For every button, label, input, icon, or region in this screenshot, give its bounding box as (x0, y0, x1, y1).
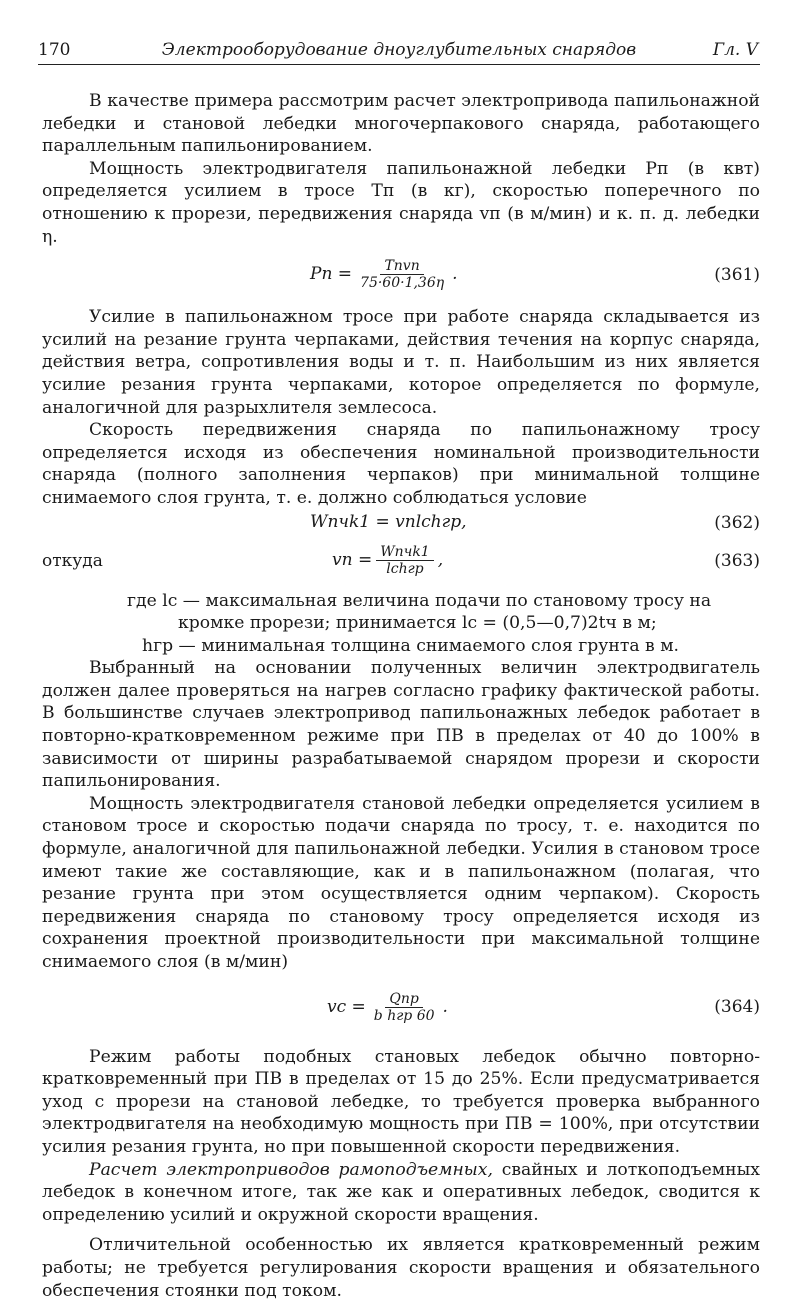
paragraph: Усилие в папильонажном тросе при работе снаряда складывается из усилий на резание грунта черпаками, действия течения на корпус снаряда, действия ветра, сопротивления воды и т. п. Наибольшим из них является усилие резания грунта черпаками, которое определяется по формуле, аналогичной для разрыхлителя землесоса. (42, 307, 760, 418)
italic-lead: Расчет электроприводов рамоподъемных, (89, 1159, 493, 1180)
fraction-numerator: Wnчk1 (376, 544, 434, 561)
fraction-numerator: Tпvп (380, 258, 423, 275)
paragraph: Скорость передвижения снаряда по папильонажному тросу определяется исходя из обеспечения номинальной производительности снаряда (полного заполнения черпаков) при минимальной толщине снимаемого слоя грунта, т. е. должно соблюдаться условие (42, 420, 760, 508)
spacer (42, 1226, 760, 1234)
paragraph: Выбранный на основании полученных величин электродвигатель должен далее проверяться на нагрев согласно графику фактической работы. В большинстве случаев электропривод папильонажных лебедок работает в повторно-кратковременном режиме при ПВ в пределах от 40 до 100% в зависимости от ширины разрабатываемой снарядом прорези и скорости папильонирования. (42, 658, 760, 792)
formula-tail: . (442, 997, 448, 1018)
formula-tail: . (452, 263, 458, 284)
formula-361 (42, 254, 760, 300)
definition-line: где lc — максимальная величина подачи по становому тросу на (127, 590, 712, 611)
chapter-label: Гл. V (712, 40, 758, 60)
definition-line: кромке прорези; принимается lc = (0,5—0,7)2tч в м; (178, 613, 657, 634)
paragraph: Мощность электродвигателя папильонажной лебедки Pп (в квт) определяется усилием в тросе Tп (в кг), скоростью поперечного по отношению к прорези, передвижения снаряда vп (в м/мин) и к. п. д. лебедки η. (42, 158, 760, 247)
paragraph (42, 1159, 760, 1227)
equation-number: (362) (714, 512, 760, 533)
fraction-denominator: 75·60·1,36η (360, 274, 445, 291)
formula-lhs: vп = (332, 550, 373, 571)
formula-lead-word: откуда (42, 550, 103, 571)
running-header (38, 38, 760, 65)
page-number: 170 (38, 40, 71, 60)
equation-number: (361) (714, 265, 760, 286)
formula-expression: Wnчk1 = vпlchгр, (310, 512, 467, 533)
formula-362 (42, 510, 760, 536)
formula-fraction (356, 258, 448, 291)
equation-number: (364) (714, 996, 760, 1017)
fraction-denominator: b hгр 60 (373, 1008, 435, 1025)
paragraph: В качестве примера рассмотрим расчет электропривода папильонажной лебедки и становой лебедки многочерпакового снаряда, работающего параллельным папильонированием. (42, 91, 760, 157)
paragraph: Отличительной особенностью их является кратковременный режим работы; не требуется регулирования скорости вращения и обязательного обеспечения стоянки под током. (42, 1235, 760, 1301)
paragraph-rest: свайных и лоткоподъемных лебедок в конечном итоге, так же как и оперативных лебедок, сводится к определению усилий и окружной скорости вращения. (42, 1159, 760, 1225)
where-definitions (42, 590, 760, 658)
paragraph: Мощность электродвигателя становой лебедки определяется усилием в становом тросе и скоростью подачи снаряда по тросу, т. е. находится по формуле, аналогичной для папильонажной лебедки. Усилия в становом тросе имеют такие же составляющие, как и в папильонажном (полагая, что резание грунта при этом осуществляется одним черпаком). Скорость передвижения снаряда по становому тросу определяется исходя из сохранения проектной производительности при максимальной толщине снимаемого слоя (в м/мин) (42, 793, 760, 972)
equation-number: (363) (714, 550, 760, 571)
formula-fraction (376, 544, 434, 577)
fraction-denominator: lchгр (386, 561, 424, 577)
fraction-numerator: Qпр (385, 991, 422, 1008)
definition-line: hгр — минимальная толщина снимаемого слоя грунта в м. (142, 635, 680, 656)
formula-lhs: vc = (327, 997, 366, 1018)
page-body (42, 90, 760, 1302)
formula-tail: , (437, 550, 444, 571)
formula-fraction (370, 991, 439, 1024)
formula-364 (42, 982, 760, 1034)
paragraph: Режим работы подобных становых лебедок обычно повторно-кратковременный при ПВ в пределах от 15 до 25%. Если предусматривается уход с прорези на становой лебедке, то требуется проверка выбранного электродвигателя на необходимую мощность при ПВ = 100%, при отсутствии усилия резания грунта, но при повышенной скорости передвижения. (42, 1046, 760, 1157)
formula-363 (42, 536, 760, 586)
running-title: Электрооборудование дноуглубительных снарядов (161, 40, 637, 60)
formula-lhs: Pп = (310, 263, 353, 284)
